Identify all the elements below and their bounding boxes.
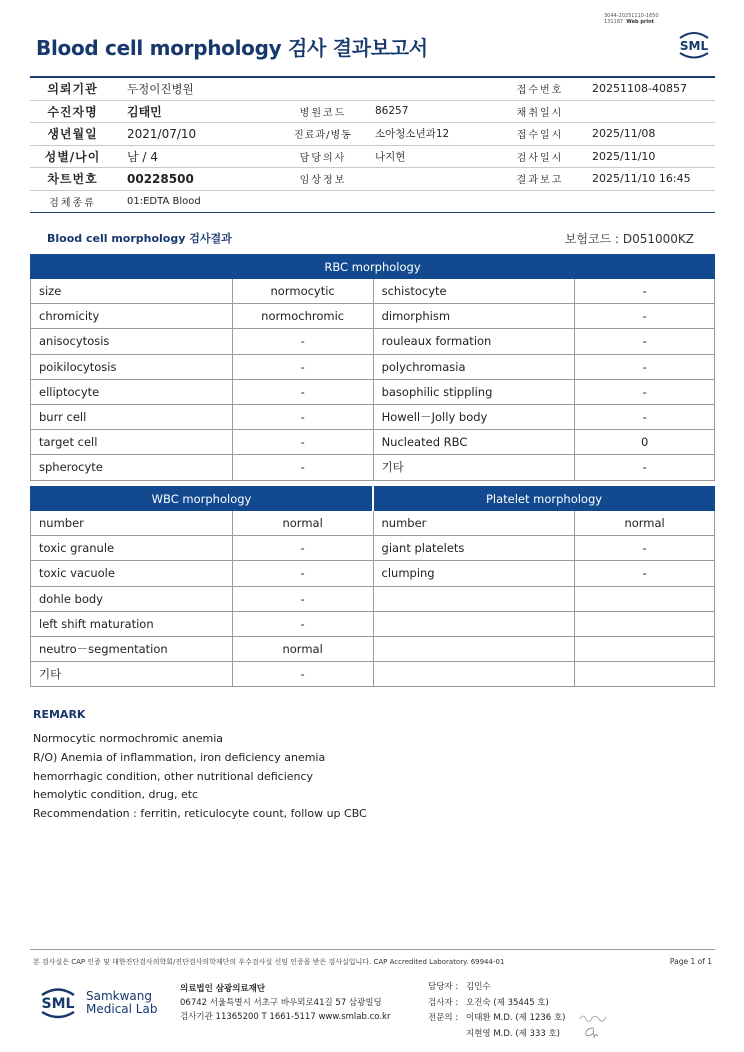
organization-info: [180, 982, 390, 1024]
table-row: [31, 586, 715, 611]
sml-lab-logo-icon: [36, 982, 80, 1022]
wbc-value: -: [232, 561, 373, 586]
value-requesting-institution: 두정이진병원: [127, 81, 194, 96]
staff-name: 오진숙 (제 35445 호): [466, 997, 549, 1008]
remark-line: hemorrhagic condition, other nutritional deficiency: [33, 769, 314, 783]
table-row: [31, 511, 715, 536]
rbc-item: Howell－Jolly body: [373, 404, 575, 429]
value-result-report: 2025/11/10 16:45: [592, 172, 691, 186]
patient-info-table: [30, 76, 715, 213]
table-row: [31, 561, 715, 586]
rbc-value: -: [232, 455, 373, 480]
table-row: [31, 611, 715, 636]
table-row: [31, 304, 715, 329]
rbc-item: basophilic stippling: [373, 379, 575, 404]
table-row: [31, 329, 715, 354]
sml-logo-text: SML: [679, 39, 709, 53]
value-test-date: 2025/11/10: [592, 149, 656, 163]
rbc-value: -: [575, 455, 715, 480]
wbc-value: normal: [232, 636, 373, 661]
rbc-item: elliptocyte: [31, 379, 233, 404]
platelet-item: clumping: [373, 561, 575, 586]
signature-icon: [578, 1011, 608, 1023]
info-row: [30, 168, 715, 191]
value-chart-number: 00228500: [127, 171, 194, 186]
info-row: [30, 191, 715, 214]
wbc-item: left shift maturation: [31, 611, 233, 636]
platelet-item: [373, 586, 575, 611]
label-birth-date: 생년월일: [47, 127, 98, 142]
rbc-item: 기타: [373, 455, 575, 480]
label-patient-name: 수진자명: [47, 104, 98, 119]
table-row: [31, 455, 715, 480]
document-code: [604, 13, 659, 25]
label-receipt-date: 접수일시: [516, 130, 564, 142]
table-row: [31, 662, 715, 687]
rbc-item: chromicity: [31, 304, 233, 329]
rbc-value: -: [575, 304, 715, 329]
wbc-item: toxic granule: [31, 536, 233, 561]
remark-title: REMARK: [33, 708, 86, 721]
label-result-report: 결과보고: [516, 175, 564, 187]
wbc-table-header: WBC morphology: [31, 487, 374, 511]
value-doctor: 나지현: [375, 150, 406, 163]
platelet-value: -: [575, 536, 715, 561]
label-hospital-code: 병원코드: [299, 107, 347, 119]
label-doctor: 담당의사: [299, 152, 347, 164]
platelet-item: [373, 636, 575, 661]
staff-name: 김민수: [466, 982, 491, 992]
table-row: [31, 354, 715, 379]
rbc-item: spherocyte: [31, 455, 233, 480]
rbc-item: burr cell: [31, 404, 233, 429]
rbc-value: normocytic: [232, 279, 373, 304]
wbc-item: neutro－segmentation: [31, 636, 233, 661]
rbc-item: anisocytosis: [31, 329, 233, 354]
rbc-value: -: [232, 354, 373, 379]
insurance-code: 보험코드 : D051000KZ: [564, 232, 694, 246]
staff-row: [428, 996, 565, 1012]
staff-role: 담당자 :: [428, 982, 459, 992]
page-title: Blood cell morphology 검사 결과보고서: [36, 36, 428, 60]
info-row: [30, 123, 715, 146]
value-receipt-date: 2025/11/08: [592, 127, 656, 141]
info-row: [30, 146, 715, 169]
value-hospital-code: 86257: [375, 105, 409, 118]
lab-name: [86, 990, 157, 1016]
wbc-value: -: [232, 536, 373, 561]
wbc-item: toxic vacuole: [31, 561, 233, 586]
platelet-value: [575, 636, 715, 661]
label-department: 진료과/병동: [294, 130, 352, 142]
remark-line: Normocytic normochromic anemia: [33, 732, 224, 745]
rbc-item: schistocyte: [373, 279, 575, 304]
label-collection-date: 채취일시: [516, 107, 564, 119]
staff-role: 검사자 :: [428, 997, 459, 1008]
rbc-value: -: [575, 354, 715, 379]
staff-name: 지현영 M.D. (제 333 호): [466, 1028, 561, 1039]
info-row: [30, 101, 715, 124]
label-specimen-type: 검체종류: [49, 197, 96, 209]
wbc-value: -: [232, 611, 373, 636]
organization-name: 의료법인 삼광의료재단: [180, 984, 266, 994]
staff-name: 이태환 M.D. (제 1236 호): [466, 1013, 566, 1023]
platelet-item: [373, 662, 575, 687]
wbc-platelet-morphology-table: [30, 486, 715, 687]
signature-icon: [582, 1025, 600, 1039]
rbc-value: -: [232, 404, 373, 429]
platelet-item: number: [373, 511, 575, 536]
wbc-value: normal: [232, 511, 373, 536]
rbc-item: Nucleated RBC: [373, 430, 575, 455]
rbc-value: -: [575, 329, 715, 354]
label-clinical-info: 임상정보: [299, 175, 347, 187]
rbc-item: size: [31, 279, 233, 304]
value-receipt-number: 20251108-40857: [592, 82, 687, 96]
rbc-value: -: [232, 329, 373, 354]
table-row: [31, 536, 715, 561]
platelet-table-header: Platelet morphology: [373, 487, 714, 511]
label-chart-number: 차트번호: [47, 172, 98, 187]
value-department: 소아청소년과12: [375, 128, 450, 141]
staff-row: [428, 980, 565, 996]
rbc-item: target cell: [31, 430, 233, 455]
rbc-table-header: RBC morphology: [31, 255, 715, 279]
platelet-value: [575, 586, 715, 611]
rbc-item: poikilocytosis: [31, 354, 233, 379]
web-print-label: Web print: [626, 19, 655, 25]
platelet-item: [373, 611, 575, 636]
value-specimen-type: 01:EDTA Blood: [127, 195, 201, 207]
platelet-value: [575, 662, 715, 687]
rbc-value: -: [232, 379, 373, 404]
value-birth-date: 2021/07/10: [127, 126, 197, 141]
remark-text: [33, 730, 367, 824]
rbc-value: -: [575, 404, 715, 429]
rbc-value: normochromic: [232, 304, 373, 329]
rbc-value: -: [575, 379, 715, 404]
rbc-item: polychromasia: [373, 354, 575, 379]
table-row: [31, 404, 715, 429]
wbc-item: dohle body: [31, 586, 233, 611]
sml-lab-logo-text: SML: [41, 996, 75, 1012]
staff-row: [428, 1011, 565, 1027]
remark-line: hemolytic condition, drug, etc: [33, 788, 199, 802]
staff-role: [428, 1027, 466, 1043]
remark-line: R/O) Anemia of inflammation, iron deficiency anemia: [33, 750, 326, 764]
staff-row: [428, 1027, 565, 1043]
table-row: [31, 636, 715, 661]
platelet-value: [575, 611, 715, 636]
wbc-item: number: [31, 511, 233, 536]
remark-line: Recommendation : ferritin, reticulocyte count, follow up CBC: [33, 807, 367, 821]
results-section-title: Blood cell morphology 검사결과: [47, 232, 232, 245]
rbc-value: -: [232, 430, 373, 455]
label-test-date: 검사일시: [516, 152, 564, 164]
label-sex-age: 성별/나이: [44, 149, 101, 164]
page-number: Page 1 of 1: [669, 957, 712, 966]
rbc-morphology-table: [30, 254, 715, 481]
rbc-value: 0: [575, 430, 715, 455]
platelet-item: giant platelets: [373, 536, 575, 561]
sml-logo-icon: [674, 26, 714, 62]
wbc-item: 기타: [31, 662, 233, 687]
value-patient-name: 김태민: [127, 104, 162, 119]
label-requesting-institution: 의뢰기관: [47, 82, 98, 97]
document-code-number: 131187: [604, 19, 624, 25]
staff-list: [428, 980, 565, 1042]
organization-contact: 검사기관 11365200 T 1661-5117 www.smlab.co.kr: [180, 1012, 391, 1022]
wbc-value: -: [232, 586, 373, 611]
lab-name-line1: Samkwang: [86, 989, 152, 1003]
value-sex-age: 남 / 4: [127, 149, 158, 164]
info-row: [30, 78, 715, 101]
wbc-value: -: [232, 662, 373, 687]
lab-name-line2: Medical Lab: [86, 1002, 158, 1016]
footer-divider: [30, 949, 715, 950]
rbc-value: -: [575, 279, 715, 304]
document-code-line1: 3044-20251110-1650: [604, 13, 659, 19]
accreditation-note: 본 검사실은 CAP 인증 및 대한진단검사의학회/진단검사의학재단의 우수검사실 신임 인증을 받은 검사실입니다. CAP Accredited Laboratory. 69944-01: [33, 958, 505, 966]
staff-role: 전문의 :: [428, 1013, 459, 1023]
platelet-value: normal: [575, 511, 715, 536]
table-row: [31, 379, 715, 404]
rbc-item: rouleaux formation: [373, 329, 575, 354]
rbc-item: dimorphism: [373, 304, 575, 329]
table-row: [31, 430, 715, 455]
table-row: [31, 279, 715, 304]
platelet-value: -: [575, 561, 715, 586]
label-receipt-number: 접수번호: [516, 85, 564, 97]
organization-address: 06742 서울특별시 서초구 바우뫼로41길 57 삼광빌딩: [180, 998, 382, 1008]
